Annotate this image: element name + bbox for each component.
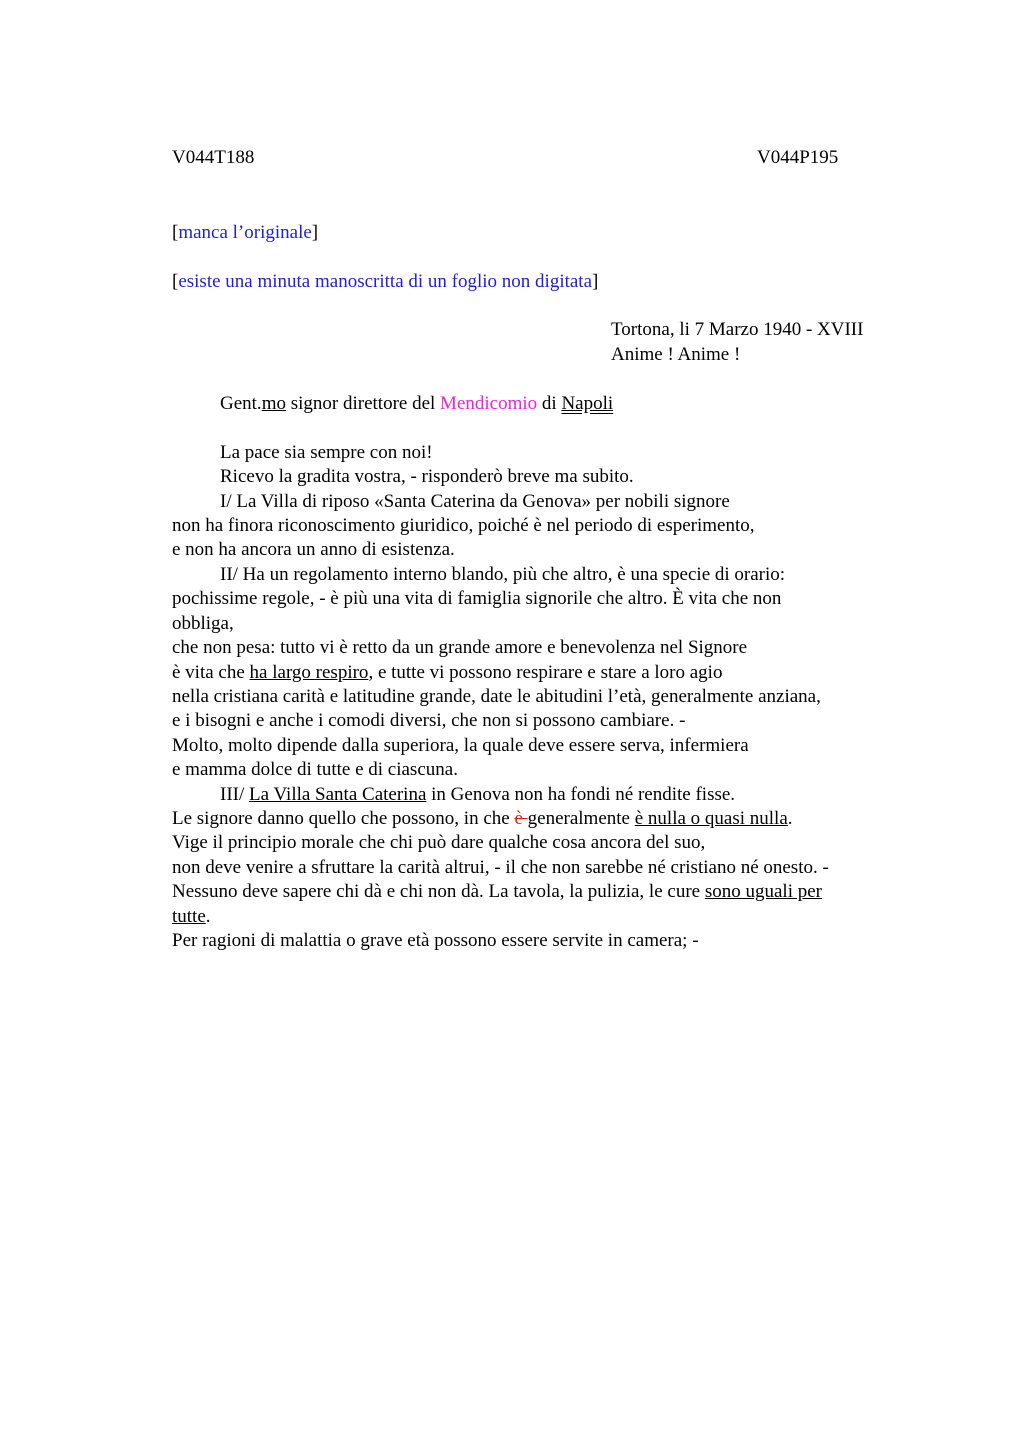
header-right-code: V044P195 <box>757 147 839 168</box>
text-run: III/ <box>220 784 250 805</box>
body-line <box>172 905 211 929</box>
underlined-text: sono uguali per <box>704 881 822 902</box>
body-line: non ha finora riconoscimento giuridico, poiché è nel periodo di esperimento, <box>172 515 755 536</box>
body-line: Vige il principio morale che chi può dare qualche cosa ancora del suo, <box>172 832 706 853</box>
salutation-mo: mo <box>261 393 286 414</box>
body-line: II/ Ha un regolamento interno blando, più che altro, è una specie di orario: <box>220 564 786 585</box>
editorial-note-draft: [esiste una minuta manoscritta di un foglio non digitata] <box>172 271 599 292</box>
text-run: . <box>205 906 211 927</box>
text-run: generalmente <box>527 808 635 829</box>
text-run: è vita che <box>172 662 250 683</box>
motto: Anime ! Anime ! <box>611 344 741 365</box>
header-left-code: V044T188 <box>172 147 255 168</box>
missing-original-text: manca l’originale <box>178 222 312 243</box>
salutation-city: Napoli <box>561 393 614 414</box>
body-line: I/ La Villa di riposo «Santa Caterina da Genova» per nobili signore <box>220 491 730 512</box>
struck-text: è <box>514 808 528 829</box>
body-line <box>220 783 735 807</box>
body-line <box>172 661 722 685</box>
draft-note-text: esiste una minuta manoscritta di un foglio non digitata <box>178 271 593 292</box>
place-date: Tortona, li 7 Marzo 1940 - XVIII <box>611 319 864 340</box>
salutation <box>220 392 613 416</box>
text-run: . <box>787 808 793 829</box>
body-line: non deve venire a sfruttare la carità altrui, - il che non sarebbe né cristiano né onesto. - <box>172 857 829 878</box>
salutation-prefix: Gent. <box>220 393 262 414</box>
body-line: Molto, molto dipende dalla superiora, la quale deve essere serva, infermiera <box>172 735 749 756</box>
body-line: Per ragioni di malattia o grave età possono essere servite in camera; - <box>172 930 699 951</box>
body-line: obbliga, <box>172 613 234 634</box>
body-line: e non ha ancora un anno di esistenza. <box>172 539 455 560</box>
underlined-text: La Villa Santa Caterina <box>249 784 427 805</box>
body-line: e i bisogni e anche i comodi diversi, che non si possono cambiare. - <box>172 710 686 731</box>
body-line: nella cristiana carità e latitudine grande, date le abitudini l’età, generalmente anziana, <box>172 686 821 707</box>
body-line <box>172 880 822 904</box>
text-run: Nessuno deve sapere chi dà e chi non dà. La tavola, la pulizia, le cure <box>172 881 705 902</box>
salutation-institution: Mendicomio <box>440 393 538 414</box>
underlined-text: ha largo respiro <box>249 662 369 683</box>
underlined-text: tutte <box>172 906 206 927</box>
body-line: pochissime regole, - è più una vita di famiglia signorile che altro. È vita che non <box>172 588 782 609</box>
salutation-middle: signor direttore del <box>285 393 441 414</box>
body-line <box>172 807 793 831</box>
body-line: Ricevo la gradita vostra, - risponderò breve ma subito. <box>220 466 634 487</box>
underlined-text: è nulla o quasi nulla <box>634 808 788 829</box>
text-run: , e tutte vi possono respirare e stare a loro agio <box>368 662 723 683</box>
body-line: e mamma dolce di tutte e di ciascuna. <box>172 759 458 780</box>
editorial-note-missing-original: [manca l’originale] <box>172 222 319 243</box>
text-run: Le signore danno quello che possono, in che <box>172 808 515 829</box>
salutation-di: di <box>537 393 562 414</box>
text-run: in Genova non ha fondi né rendite fisse. <box>426 784 736 805</box>
body-line: che non pesa: tutto vi è retto da un grande amore e benevolenza nel Signore <box>172 637 748 658</box>
body-line: La pace sia sempre con noi! <box>220 442 433 463</box>
